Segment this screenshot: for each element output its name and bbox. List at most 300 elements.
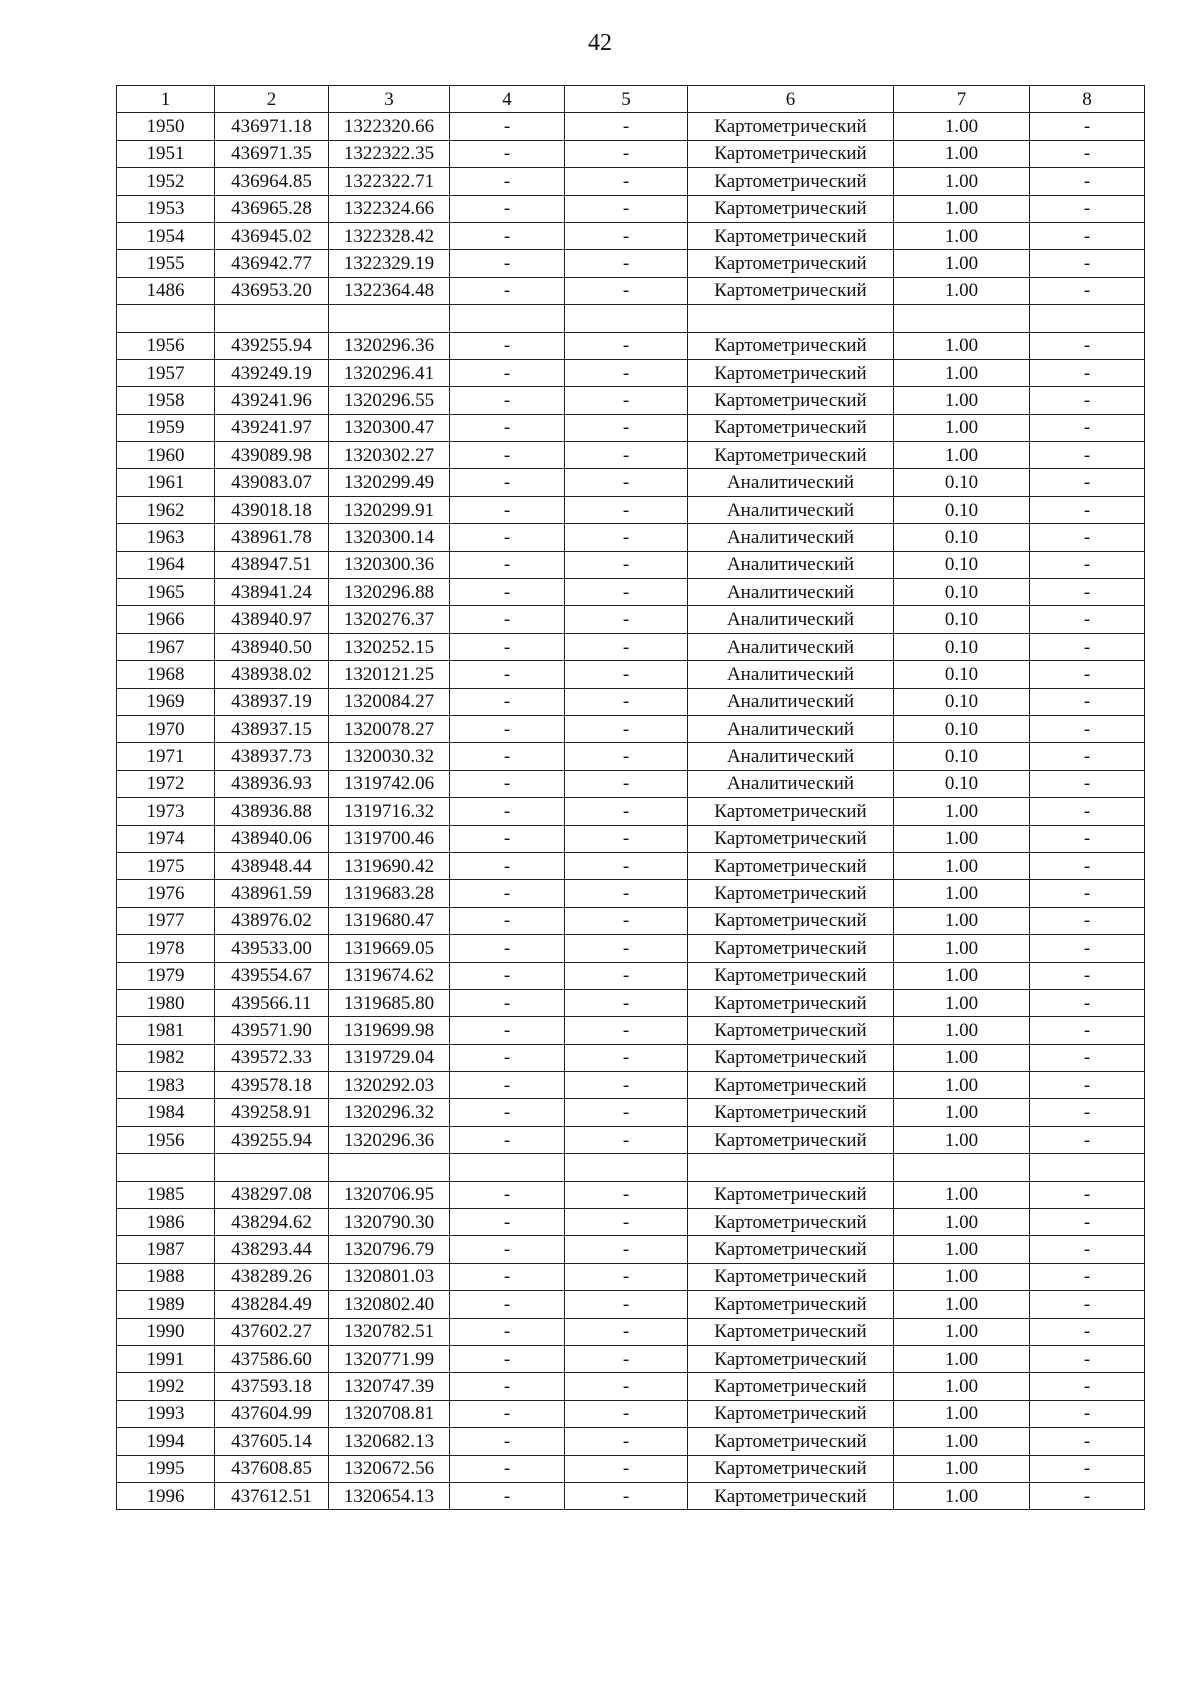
cell-col-4: - — [450, 1181, 565, 1208]
cell-coord-x — [215, 305, 329, 332]
cell-coord-y: 1320296.41 — [329, 359, 450, 386]
table-row — [117, 414, 1145, 441]
cell-coord-y: 1320302.27 — [329, 442, 450, 469]
table-row — [117, 1455, 1145, 1482]
cell-col-5: - — [565, 332, 688, 359]
cell-point-number: 1950 — [117, 113, 215, 140]
cell-coord-x: 439533.00 — [215, 935, 329, 962]
cell-point-number: 1995 — [117, 1455, 215, 1482]
cell-coord-x: 436964.85 — [215, 168, 329, 195]
cell-col-4: - — [450, 989, 565, 1016]
cell-accuracy: 1.00 — [894, 1181, 1030, 1208]
cell-col-4: - — [450, 1044, 565, 1071]
cell-method: Картометрический — [688, 1017, 894, 1044]
cell-method: Аналитический — [688, 770, 894, 797]
cell-col-8: - — [1030, 770, 1145, 797]
cell-accuracy: 1.00 — [894, 1482, 1030, 1509]
table-row — [117, 442, 1145, 469]
cell-method: Аналитический — [688, 715, 894, 742]
cell-col-5: - — [565, 387, 688, 414]
cell-coord-y: 1320296.36 — [329, 332, 450, 359]
cell-point-number: 1951 — [117, 140, 215, 167]
cell-accuracy: 1.00 — [894, 1072, 1030, 1099]
cell-col-4: - — [450, 1126, 565, 1153]
table-row — [117, 907, 1145, 934]
cell-col-4: - — [450, 1236, 565, 1263]
cell-method: Картометрический — [688, 168, 894, 195]
cell-coord-x: 436945.02 — [215, 222, 329, 249]
cell-coord-y: 1320790.30 — [329, 1209, 450, 1236]
cell-coord-y: 1320708.81 — [329, 1400, 450, 1427]
cell-accuracy: 1.00 — [894, 880, 1030, 907]
cell-method: Картометрический — [688, 1126, 894, 1153]
cell-col-8: - — [1030, 962, 1145, 989]
cell-point-number: 1979 — [117, 962, 215, 989]
cell-coord-y: 1322322.35 — [329, 140, 450, 167]
cell-coord-x: 438941.24 — [215, 579, 329, 606]
cell-coord-y: 1322322.71 — [329, 168, 450, 195]
cell-coord-x: 438976.02 — [215, 907, 329, 934]
cell-col-8: - — [1030, 387, 1145, 414]
page-number: 42 — [588, 30, 612, 56]
cell-col-5: - — [565, 195, 688, 222]
cell-col-4: - — [450, 1345, 565, 1372]
cell-method: Картометрический — [688, 1373, 894, 1400]
cell-coord-y: 1319669.05 — [329, 935, 450, 962]
cell-method: Картометрический — [688, 935, 894, 962]
cell-method: Картометрический — [688, 222, 894, 249]
cell-point-number: 1972 — [117, 770, 215, 797]
cell-point-number: 1988 — [117, 1263, 215, 1290]
cell-coord-x: 437586.60 — [215, 1345, 329, 1372]
cell-point-number: 1985 — [117, 1181, 215, 1208]
cell-col-4: - — [450, 1455, 565, 1482]
cell-coord-x: 437593.18 — [215, 1373, 329, 1400]
cell-accuracy: 0.10 — [894, 606, 1030, 633]
cell-coord-x: 439249.19 — [215, 359, 329, 386]
cell-col-4: - — [450, 715, 565, 742]
cell-accuracy: 1.00 — [894, 989, 1030, 1016]
cell-col-8: - — [1030, 606, 1145, 633]
cell-method: Картометрический — [688, 195, 894, 222]
cell-col-4: - — [450, 1482, 565, 1509]
cell-col-5: - — [565, 442, 688, 469]
cell-col-5: - — [565, 1236, 688, 1263]
cell-point-number: 1959 — [117, 414, 215, 441]
cell-method: Картометрический — [688, 332, 894, 359]
table-row — [117, 1263, 1145, 1290]
cell-coord-x: 438936.93 — [215, 770, 329, 797]
cell-col-8: - — [1030, 195, 1145, 222]
cell-col-5: - — [565, 989, 688, 1016]
cell-col-8: - — [1030, 140, 1145, 167]
cell-col-5: - — [565, 880, 688, 907]
cell-coord-y: 1319699.98 — [329, 1017, 450, 1044]
cell-coord-y: 1320276.37 — [329, 606, 450, 633]
cell-method — [688, 305, 894, 332]
cell-col-8: - — [1030, 1017, 1145, 1044]
cell-col-8: - — [1030, 222, 1145, 249]
cell-accuracy: 1.00 — [894, 1044, 1030, 1071]
cell-method: Картометрический — [688, 250, 894, 277]
cell-col-8: - — [1030, 907, 1145, 934]
cell-accuracy: 1.00 — [894, 1263, 1030, 1290]
cell-col-5: - — [565, 1072, 688, 1099]
cell-coord-y: 1322324.66 — [329, 195, 450, 222]
cell-col-8: - — [1030, 743, 1145, 770]
cell-method: Картометрический — [688, 113, 894, 140]
cell-accuracy: 1.00 — [894, 277, 1030, 304]
cell-coord-y: 1320300.47 — [329, 414, 450, 441]
cell-coord-y: 1319690.42 — [329, 852, 450, 879]
cell-point-number: 1994 — [117, 1428, 215, 1455]
cell-accuracy: 1.00 — [894, 168, 1030, 195]
cell-accuracy: 1.00 — [894, 907, 1030, 934]
cell-col-8: - — [1030, 168, 1145, 195]
cell-col-8 — [1030, 305, 1145, 332]
cell-point-number: 1986 — [117, 1209, 215, 1236]
cell-col-5: - — [565, 1209, 688, 1236]
cell-coord-x: 439554.67 — [215, 962, 329, 989]
table-row — [117, 798, 1145, 825]
table-row — [117, 825, 1145, 852]
cell-method: Аналитический — [688, 551, 894, 578]
table-row — [117, 551, 1145, 578]
cell-coord-x: 439255.94 — [215, 332, 329, 359]
cell-point-number: 1954 — [117, 222, 215, 249]
table-row — [117, 661, 1145, 688]
cell-point-number: 1976 — [117, 880, 215, 907]
cell-col-8: - — [1030, 1126, 1145, 1153]
cell-col-8: - — [1030, 579, 1145, 606]
cell-point-number: 1974 — [117, 825, 215, 852]
header-cell-coord-y: 3 — [329, 86, 450, 113]
cell-col-5: - — [565, 414, 688, 441]
cell-accuracy: 0.10 — [894, 496, 1030, 523]
table-row — [117, 715, 1145, 742]
cell-method: Аналитический — [688, 469, 894, 496]
cell-method: Картометрический — [688, 1072, 894, 1099]
cell-point-number: 1973 — [117, 798, 215, 825]
cell-accuracy: 1.00 — [894, 222, 1030, 249]
cell-col-4: - — [450, 387, 565, 414]
cell-point-number: 1978 — [117, 935, 215, 962]
cell-col-4: - — [450, 250, 565, 277]
cell-method: Картометрический — [688, 907, 894, 934]
cell-col-4: - — [450, 332, 565, 359]
table-row — [117, 387, 1145, 414]
cell-col-8: - — [1030, 715, 1145, 742]
cell-col-4: - — [450, 825, 565, 852]
cell-point-number: 1962 — [117, 496, 215, 523]
cell-method: Картометрический — [688, 1291, 894, 1318]
table-row — [117, 113, 1145, 140]
cell-col-4: - — [450, 935, 565, 962]
cell-col-4: - — [450, 633, 565, 660]
cell-coord-y: 1319729.04 — [329, 1044, 450, 1071]
cell-coord-x: 439241.97 — [215, 414, 329, 441]
cell-coord-x: 438293.44 — [215, 1236, 329, 1263]
cell-point-number: 1960 — [117, 442, 215, 469]
table-row — [117, 332, 1145, 359]
cell-col-8: - — [1030, 442, 1145, 469]
cell-col-5: - — [565, 277, 688, 304]
cell-coord-x: 438961.78 — [215, 524, 329, 551]
cell-coord-y: 1319716.32 — [329, 798, 450, 825]
cell-col-5: - — [565, 935, 688, 962]
cell-method: Картометрический — [688, 880, 894, 907]
cell-point-number: 1956 — [117, 332, 215, 359]
cell-coord-y: 1319680.47 — [329, 907, 450, 934]
cell-accuracy: 1.00 — [894, 1345, 1030, 1372]
cell-accuracy: 1.00 — [894, 113, 1030, 140]
cell-coord-y: 1320252.15 — [329, 633, 450, 660]
cell-coord-y: 1319685.80 — [329, 989, 450, 1016]
cell-coord-y: 1320802.40 — [329, 1291, 450, 1318]
cell-accuracy: 0.10 — [894, 579, 1030, 606]
table-row — [117, 688, 1145, 715]
cell-coord-x: 439083.07 — [215, 469, 329, 496]
cell-method: Картометрический — [688, 1181, 894, 1208]
cell-accuracy: 1.00 — [894, 1428, 1030, 1455]
cell-accuracy: 1.00 — [894, 442, 1030, 469]
cell-col-4: - — [450, 852, 565, 879]
table-row — [117, 962, 1145, 989]
cell-accuracy: 1.00 — [894, 250, 1030, 277]
cell-coord-x: 436971.18 — [215, 113, 329, 140]
cell-method: Картометрический — [688, 852, 894, 879]
cell-col-5: - — [565, 798, 688, 825]
cell-col-8: - — [1030, 880, 1145, 907]
cell-col-8: - — [1030, 496, 1145, 523]
cell-point-number: 1990 — [117, 1318, 215, 1345]
cell-accuracy: 1.00 — [894, 1236, 1030, 1263]
cell-col-4: - — [450, 770, 565, 797]
table-row — [117, 277, 1145, 304]
cell-col-4: - — [450, 1373, 565, 1400]
cell-method: Аналитический — [688, 606, 894, 633]
cell-col-5 — [565, 1154, 688, 1181]
cell-coord-y: 1320296.88 — [329, 579, 450, 606]
cell-accuracy: 1.00 — [894, 1017, 1030, 1044]
cell-coord-y: 1320796.79 — [329, 1236, 450, 1263]
cell-coord-y: 1320782.51 — [329, 1318, 450, 1345]
cell-accuracy — [894, 1154, 1030, 1181]
table-row — [117, 140, 1145, 167]
table-row — [117, 1044, 1145, 1071]
cell-col-4: - — [450, 195, 565, 222]
cell-col-5: - — [565, 688, 688, 715]
header-cell-coord-x: 2 — [215, 86, 329, 113]
cell-coord-y: 1320296.36 — [329, 1126, 450, 1153]
cell-col-5: - — [565, 1044, 688, 1071]
cell-method: Картометрический — [688, 414, 894, 441]
cell-col-5: - — [565, 496, 688, 523]
cell-col-5: - — [565, 1400, 688, 1427]
table-row — [117, 1181, 1145, 1208]
cell-point-number: 1969 — [117, 688, 215, 715]
cell-accuracy: 1.00 — [894, 195, 1030, 222]
cell-point-number: 1975 — [117, 852, 215, 879]
table-row — [117, 524, 1145, 551]
cell-coord-y: 1320121.25 — [329, 661, 450, 688]
cell-col-8: - — [1030, 414, 1145, 441]
cell-accuracy: 1.00 — [894, 1209, 1030, 1236]
cell-col-4: - — [450, 606, 565, 633]
cell-coord-y: 1320296.32 — [329, 1099, 450, 1126]
cell-point-number: 1983 — [117, 1072, 215, 1099]
cell-method: Аналитический — [688, 743, 894, 770]
cell-col-8: - — [1030, 661, 1145, 688]
cell-accuracy: 1.00 — [894, 414, 1030, 441]
cell-col-8: - — [1030, 935, 1145, 962]
table-row — [117, 1236, 1145, 1263]
cell-point-number: 1963 — [117, 524, 215, 551]
cell-coord-x: 436953.20 — [215, 277, 329, 304]
table-row — [117, 633, 1145, 660]
cell-accuracy: 1.00 — [894, 1099, 1030, 1126]
cell-col-5: - — [565, 1428, 688, 1455]
cell-method: Картометрический — [688, 1428, 894, 1455]
header-cell-method: 6 — [688, 86, 894, 113]
cell-method: Аналитический — [688, 579, 894, 606]
cell-col-4: - — [450, 359, 565, 386]
cell-accuracy: 0.10 — [894, 551, 1030, 578]
cell-point-number: 1956 — [117, 1126, 215, 1153]
cell-coord-y: 1319700.46 — [329, 825, 450, 852]
cell-col-5: - — [565, 113, 688, 140]
cell-point-number: 1955 — [117, 250, 215, 277]
cell-col-4: - — [450, 1099, 565, 1126]
cell-coord-x: 438284.49 — [215, 1291, 329, 1318]
cell-coord-y: 1320300.36 — [329, 551, 450, 578]
cell-method: Картометрический — [688, 798, 894, 825]
cell-col-5: - — [565, 579, 688, 606]
cell-coord-x: 438289.26 — [215, 1263, 329, 1290]
cell-coord-x: 436971.35 — [215, 140, 329, 167]
cell-col-5: - — [565, 1345, 688, 1372]
cell-method: Картометрический — [688, 1099, 894, 1126]
cell-col-5: - — [565, 1263, 688, 1290]
cell-col-5: - — [565, 1017, 688, 1044]
coordinates-table — [116, 85, 1145, 1510]
cell-method: Картометрический — [688, 1044, 894, 1071]
cell-point-number: 1965 — [117, 579, 215, 606]
cell-coord-y: 1322329.19 — [329, 250, 450, 277]
cell-col-5: - — [565, 1291, 688, 1318]
cell-point-number: 1980 — [117, 989, 215, 1016]
cell-method: Картометрический — [688, 277, 894, 304]
cell-col-5: - — [565, 962, 688, 989]
cell-accuracy: 1.00 — [894, 1126, 1030, 1153]
cell-point-number: 1991 — [117, 1345, 215, 1372]
cell-coord-y: 1322364.48 — [329, 277, 450, 304]
cell-coord-x: 438937.15 — [215, 715, 329, 742]
cell-col-8: - — [1030, 1209, 1145, 1236]
cell-col-5: - — [565, 222, 688, 249]
cell-accuracy: 1.00 — [894, 1400, 1030, 1427]
cell-coord-x — [215, 1154, 329, 1181]
cell-col-8: - — [1030, 1400, 1145, 1427]
cell-accuracy: 1.00 — [894, 359, 1030, 386]
cell-coord-x: 439578.18 — [215, 1072, 329, 1099]
cell-coord-x: 438294.62 — [215, 1209, 329, 1236]
cell-accuracy: 1.00 — [894, 140, 1030, 167]
cell-col-4: - — [450, 1428, 565, 1455]
cell-coord-x: 438936.88 — [215, 798, 329, 825]
cell-method: Картометрический — [688, 1482, 894, 1509]
cell-method: Картометрический — [688, 989, 894, 1016]
cell-accuracy: 1.00 — [894, 387, 1030, 414]
cell-coord-y — [329, 305, 450, 332]
table-row — [117, 1373, 1145, 1400]
cell-col-8: - — [1030, 633, 1145, 660]
cell-col-4: - — [450, 1263, 565, 1290]
cell-method: Картометрический — [688, 1209, 894, 1236]
cell-point-number: 1996 — [117, 1482, 215, 1509]
table-row — [117, 1099, 1145, 1126]
cell-accuracy: 1.00 — [894, 825, 1030, 852]
cell-accuracy: 0.10 — [894, 469, 1030, 496]
cell-coord-y: 1320801.03 — [329, 1263, 450, 1290]
table-row — [117, 359, 1145, 386]
cell-method: Аналитический — [688, 661, 894, 688]
table-row — [117, 1400, 1145, 1427]
cell-coord-y: 1319674.62 — [329, 962, 450, 989]
table-row — [117, 1209, 1145, 1236]
cell-point-number: 1968 — [117, 661, 215, 688]
table-header-row — [117, 86, 1145, 113]
cell-accuracy: 1.00 — [894, 798, 1030, 825]
cell-col-5: - — [565, 1373, 688, 1400]
cell-point-number: 1982 — [117, 1044, 215, 1071]
cell-col-5: - — [565, 140, 688, 167]
cell-point-number: 1977 — [117, 907, 215, 934]
table-row — [117, 1428, 1145, 1455]
cell-col-5: - — [565, 1318, 688, 1345]
cell-col-8: - — [1030, 277, 1145, 304]
cell-col-8: - — [1030, 1072, 1145, 1099]
cell-col-4: - — [450, 1072, 565, 1099]
cell-coord-y: 1319742.06 — [329, 770, 450, 797]
cell-point-number: 1964 — [117, 551, 215, 578]
cell-col-5: - — [565, 551, 688, 578]
cell-method: Картометрический — [688, 1318, 894, 1345]
cell-col-5: - — [565, 1482, 688, 1509]
cell-col-8: - — [1030, 1099, 1145, 1126]
cell-coord-y: 1320747.39 — [329, 1373, 450, 1400]
table-row — [117, 1017, 1145, 1044]
cell-coord-y: 1320771.99 — [329, 1345, 450, 1372]
cell-col-5: - — [565, 1099, 688, 1126]
cell-col-4: - — [450, 414, 565, 441]
cell-col-4: - — [450, 798, 565, 825]
cell-col-5: - — [565, 743, 688, 770]
cell-coord-x: 439255.94 — [215, 1126, 329, 1153]
cell-method: Картометрический — [688, 1345, 894, 1372]
cell-col-8: - — [1030, 1428, 1145, 1455]
cell-col-8: - — [1030, 1373, 1145, 1400]
cell-coord-x: 439089.98 — [215, 442, 329, 469]
header-cell-accuracy: 7 — [894, 86, 1030, 113]
cell-coord-y — [329, 1154, 450, 1181]
table-row — [117, 880, 1145, 907]
cell-col-4: - — [450, 880, 565, 907]
cell-coord-x: 439258.91 — [215, 1099, 329, 1126]
cell-col-4: - — [450, 277, 565, 304]
cell-point-number: 1993 — [117, 1400, 215, 1427]
cell-coord-x: 437602.27 — [215, 1318, 329, 1345]
